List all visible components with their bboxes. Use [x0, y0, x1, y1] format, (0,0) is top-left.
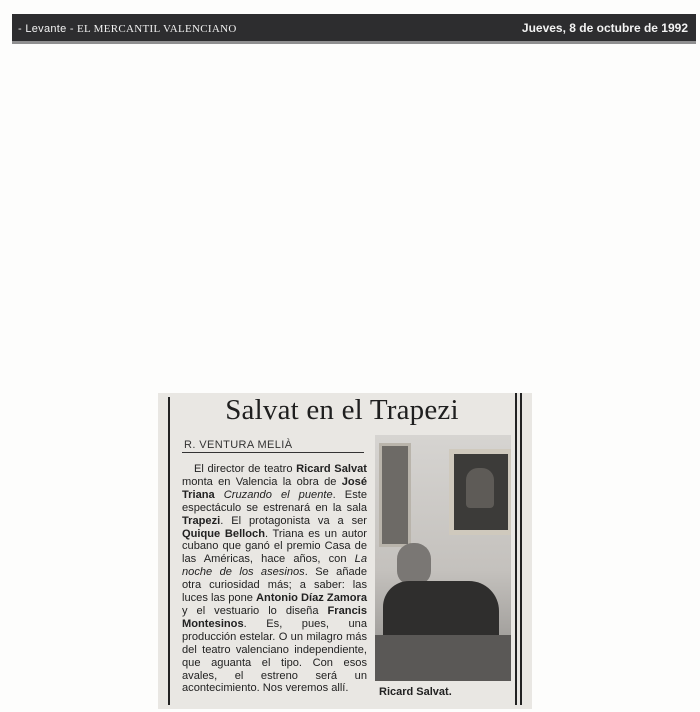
- section-name: - Levante -: [18, 23, 74, 35]
- body-run: . Triana es un autor cubano que ganó el premio Casa de las Américas, hace años, con: [182, 527, 367, 566]
- body-run: . El protagonista va a ser: [220, 514, 367, 527]
- italic-title: Cruzando el puente: [223, 488, 333, 501]
- portrait-frame-right: [449, 449, 511, 535]
- article-photo: [375, 435, 511, 681]
- body-run: y el vestuario lo diseña: [182, 604, 328, 617]
- issue-date: Jueves, 8 de octubre de 1992: [521, 21, 688, 35]
- photo-caption: Ricard Salvat.: [379, 686, 452, 698]
- right-column-rule: [515, 393, 517, 705]
- body-run: . Este espectáculo se estrenará en la sala: [182, 488, 367, 514]
- article-byline: R. VENTURA MELIÀ: [184, 439, 293, 451]
- newspaper-clipping: [158, 393, 532, 709]
- bold-name: Ricard Salvat: [296, 463, 367, 475]
- body-run: monta en Valencia la obra de: [182, 475, 342, 488]
- byline-underline: [182, 452, 364, 453]
- body-run: . Es, pues, una producción estelar. O un milagro más del teatro valenciano independiente, que aguanta el tipo. Con esos avales, el estreno será un acontecimiento. Nos veremos allí.: [182, 617, 367, 695]
- article-headline: Salvat en el Trapezi: [225, 394, 459, 426]
- body-run: . Se añade otra curiosidad más; a saber: las luces las pone: [182, 566, 368, 605]
- left-column-rule: [168, 397, 170, 705]
- person-head: [397, 543, 431, 585]
- bold-name: Quique Belloch: [182, 527, 265, 540]
- right-column-rule-double: [520, 393, 522, 705]
- chair: [375, 635, 511, 681]
- article-paragraph: [182, 463, 367, 695]
- portrait-frame-left: [379, 443, 411, 547]
- bold-name: Antonio Díaz Zamora: [256, 592, 367, 605]
- newspaper-masthead: [12, 14, 696, 44]
- article-body: [182, 463, 367, 695]
- italic-title: La noche de los asesinos: [182, 553, 367, 579]
- masthead-left: [18, 23, 237, 35]
- newspaper-name: EL MERCANTIL VALENCIANO: [76, 23, 237, 35]
- body-run: El director de teatro: [194, 463, 297, 475]
- bold-name: José Triana: [182, 475, 367, 501]
- body-run: [215, 489, 224, 501]
- bold-name: Francis Montesinos: [182, 604, 367, 630]
- bold-name: Trapezi: [182, 514, 221, 527]
